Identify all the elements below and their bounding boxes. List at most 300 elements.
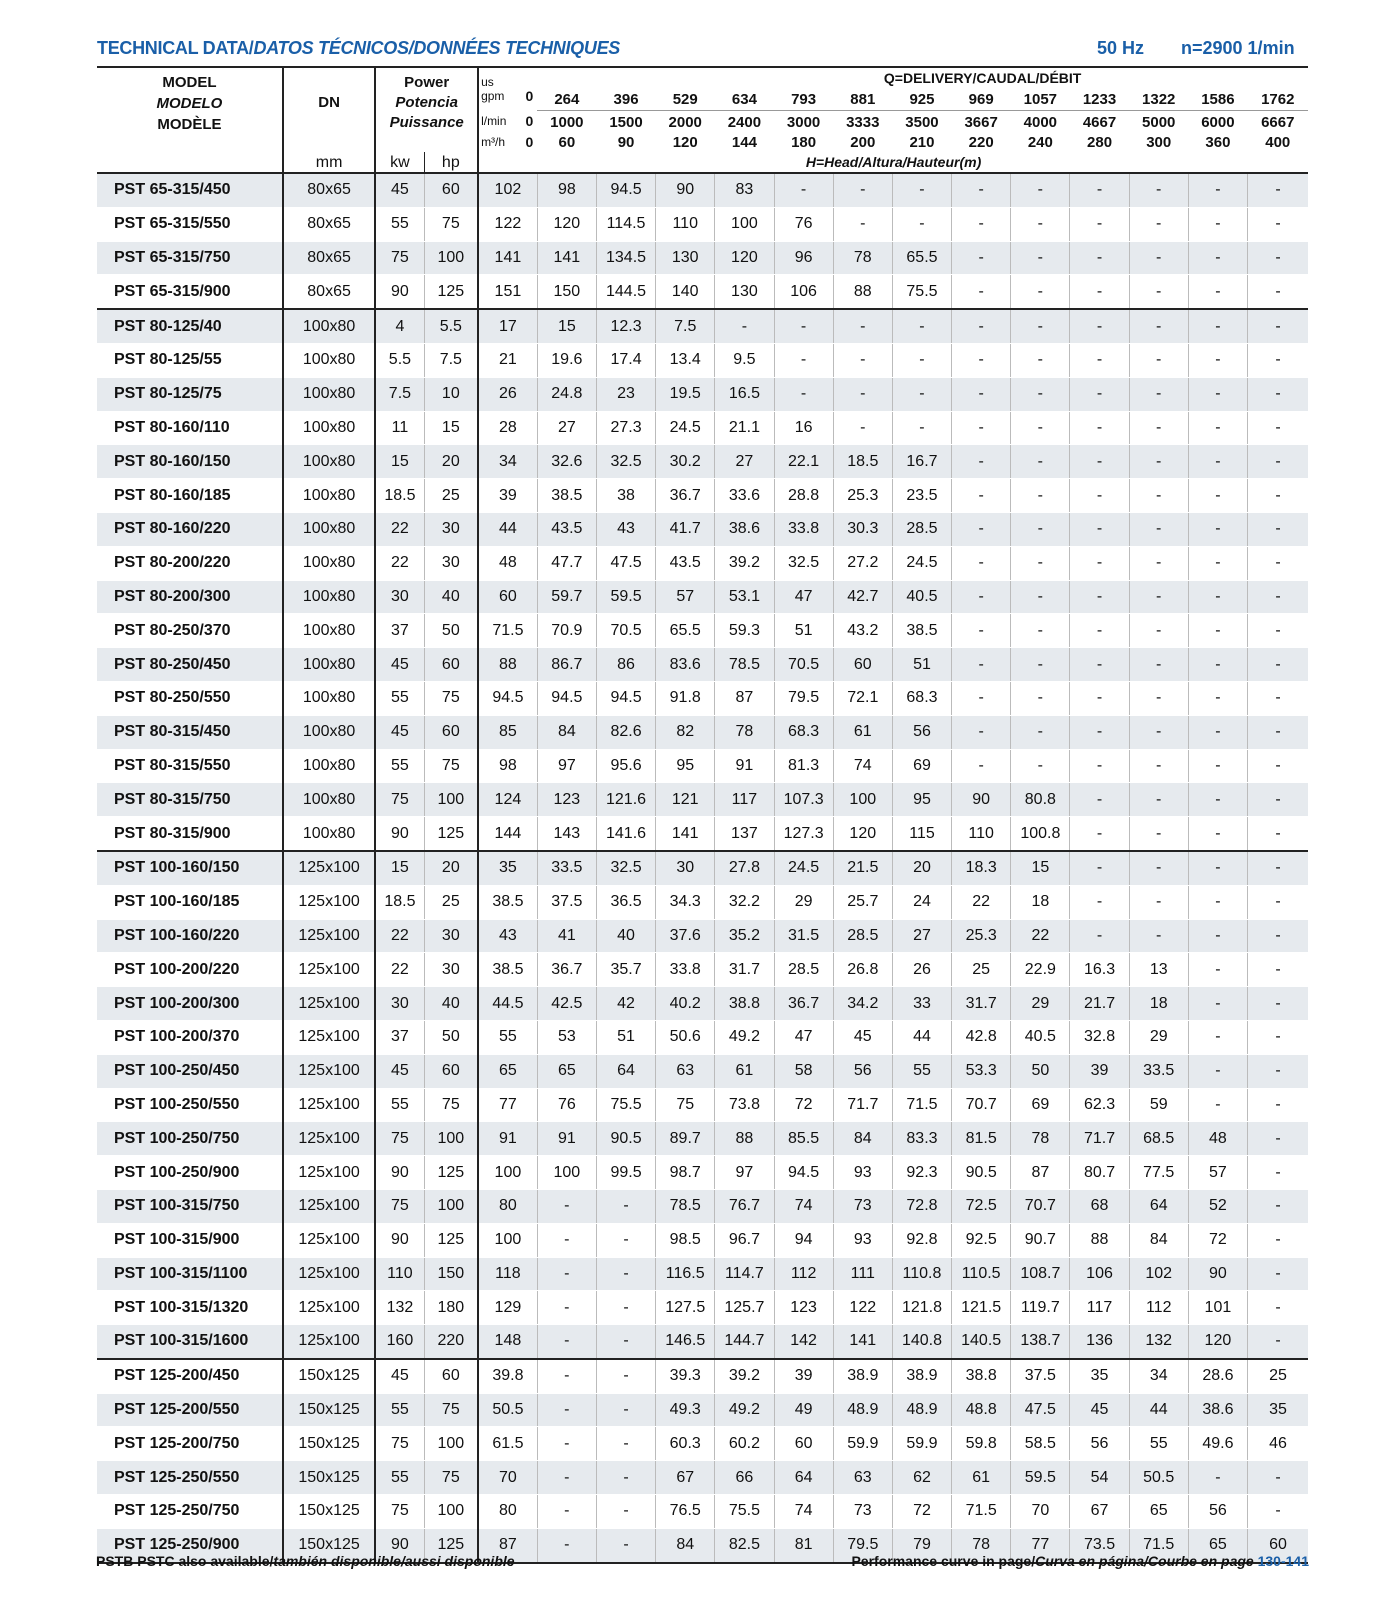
head-cell: - <box>537 1325 596 1359</box>
hp-cell: 75 <box>424 1393 478 1427</box>
head-cell: 48 <box>1188 1122 1247 1156</box>
kw-cell: 90 <box>375 275 424 309</box>
hp-cell: 75 <box>424 681 478 715</box>
lmin-value: 3000 <box>774 111 833 133</box>
head-cell: 26.8 <box>833 953 892 987</box>
head-cell: 73 <box>833 1495 892 1529</box>
gpm-value: 529 <box>672 91 698 109</box>
head-cell: - <box>1070 479 1129 513</box>
head-cell: 91 <box>715 749 774 783</box>
head-cell: 28.8 <box>774 479 833 513</box>
head-cell: 95 <box>892 783 951 817</box>
hp-cell: 180 <box>424 1291 478 1325</box>
kw-cell: 11 <box>375 411 424 445</box>
head-cell: 91 <box>537 1122 596 1156</box>
head-cell: - <box>1011 445 1070 479</box>
dn-cell: 100x80 <box>283 783 375 817</box>
table-row <box>97 173 1308 207</box>
table-row <box>97 445 1308 479</box>
head-cell: 52 <box>1188 1189 1247 1223</box>
head-cell: 112 <box>1129 1291 1188 1325</box>
kw-cell: 55 <box>375 749 424 783</box>
head-cell: 72.5 <box>952 1189 1011 1223</box>
head-cell: 100 <box>833 783 892 817</box>
head-cell: - <box>715 309 774 343</box>
head-cell: 73 <box>833 1189 892 1223</box>
head-cell: - <box>1011 173 1070 207</box>
dn-cell: 100x80 <box>283 309 375 343</box>
head-cell: - <box>1248 580 1309 614</box>
head-cell: 55 <box>1129 1427 1188 1461</box>
head-cell: - <box>1011 715 1070 749</box>
head-cell: 16.7 <box>892 445 951 479</box>
model-cell: PST 80-160/150 <box>97 445 283 479</box>
head-cell: - <box>1188 479 1247 513</box>
head-cell: - <box>1070 173 1129 207</box>
table-row <box>97 681 1308 715</box>
dn-cell: 100x80 <box>283 343 375 377</box>
head-cell: 38.9 <box>833 1359 892 1393</box>
dn-cell: 150x125 <box>283 1528 375 1562</box>
head-cell: - <box>1070 681 1129 715</box>
m3h-value: 144 <box>731 134 757 151</box>
head-cell: - <box>1248 445 1309 479</box>
head-cell: 33.8 <box>774 512 833 546</box>
head-cell: 38.6 <box>1188 1393 1247 1427</box>
head-cell: 32.6 <box>537 445 596 479</box>
head-cell: 47.7 <box>537 546 596 580</box>
kw-cell: 55 <box>375 1393 424 1427</box>
head-cell: 144 <box>478 817 537 851</box>
hp-cell: 30 <box>424 953 478 987</box>
head-cell: 31.5 <box>774 919 833 953</box>
head-cell: - <box>1070 749 1129 783</box>
table-row <box>97 749 1308 783</box>
head-cell: 122 <box>833 1291 892 1325</box>
dn-unit: mm <box>283 152 375 173</box>
head-cell: - <box>1188 715 1247 749</box>
m3h-value: 60 <box>558 134 576 151</box>
hp-cell: 125 <box>424 1156 478 1190</box>
head-cell: 94 <box>774 1223 833 1257</box>
dn-cell: 100x80 <box>283 817 375 851</box>
head-cell: 76 <box>537 1088 596 1122</box>
head-cell: 100 <box>537 1156 596 1190</box>
head-cell: 18 <box>1129 987 1188 1021</box>
kw-unit: kw <box>375 152 424 173</box>
head-cell: 51 <box>596 1020 655 1054</box>
head-cell: - <box>1070 207 1129 241</box>
units-row <box>97 152 1308 173</box>
head-cell: 143 <box>537 817 596 851</box>
head-cell: - <box>1248 1223 1309 1257</box>
head-cell: - <box>1188 241 1247 275</box>
head-cell: - <box>774 309 833 343</box>
dn-cell: 100x80 <box>283 445 375 479</box>
head-cell: 60 <box>478 580 537 614</box>
head-cell: - <box>952 648 1011 682</box>
head-cell: 90 <box>952 783 1011 817</box>
head-cell: 26 <box>478 377 537 411</box>
dn-cell: 100x80 <box>283 546 375 580</box>
kw-cell: 5.5 <box>375 343 424 377</box>
head-cell: 48 <box>478 546 537 580</box>
head-cell: 27.3 <box>596 411 655 445</box>
table-row <box>97 648 1308 682</box>
head-cell: 141.6 <box>596 817 655 851</box>
table-row <box>97 817 1308 851</box>
head-cell: 79.5 <box>833 1528 892 1562</box>
table-row <box>97 309 1308 343</box>
head-cell: - <box>596 1461 655 1495</box>
gpm-value: 793 <box>791 91 817 109</box>
head-cell: - <box>1248 512 1309 546</box>
dn-cell: 125x100 <box>283 1054 375 1088</box>
head-cell: 13 <box>1129 953 1188 987</box>
kw-cell: 55 <box>375 207 424 241</box>
head-cell: 25.3 <box>952 919 1011 953</box>
head-cell: 100 <box>715 207 774 241</box>
head-cell: 94.5 <box>478 681 537 715</box>
head-cell: - <box>1188 614 1247 648</box>
head-cell: 130 <box>715 275 774 309</box>
head-cell: 91.8 <box>656 681 715 715</box>
head-cell: 55 <box>478 1020 537 1054</box>
model-cell: PST 125-250/550 <box>97 1461 283 1495</box>
head-cell: - <box>1070 715 1129 749</box>
head-cell: 44 <box>1129 1393 1188 1427</box>
head-cell: - <box>596 1257 655 1291</box>
head-cell: - <box>1011 309 1070 343</box>
head-cell: 33.5 <box>1129 1054 1188 1088</box>
head-cell: 121.8 <box>892 1291 951 1325</box>
head-cell: 17.4 <box>596 343 655 377</box>
head-cell: 22.1 <box>774 445 833 479</box>
dn-cell: 125x100 <box>283 1291 375 1325</box>
model-cell: PST 80-200/300 <box>97 580 283 614</box>
head-cell: - <box>1129 648 1188 682</box>
head-cell: 24 <box>892 885 951 919</box>
head-cell: 50.6 <box>656 1020 715 1054</box>
head-cell: 78 <box>1011 1122 1070 1156</box>
hp-cell: 30 <box>424 512 478 546</box>
dn-cell: 100x80 <box>283 580 375 614</box>
kw-cell: 132 <box>375 1291 424 1325</box>
head-cell: 64 <box>596 1054 655 1088</box>
head-cell: 74 <box>774 1189 833 1223</box>
head-cell: 120 <box>833 817 892 851</box>
head-cell: 106 <box>774 275 833 309</box>
head-cell: 36.7 <box>656 479 715 513</box>
head-cell: - <box>1188 919 1247 953</box>
gpm-unit-header: us gpm 0 <box>481 75 534 105</box>
head-cell: 39 <box>1070 1054 1129 1088</box>
lmin-value: 5000 <box>1129 111 1188 133</box>
head-cell: 61 <box>833 715 892 749</box>
head-cell: 80 <box>478 1495 537 1529</box>
hp-cell: 100 <box>424 1495 478 1529</box>
head-cell: 102 <box>478 173 537 207</box>
head-cell: - <box>1248 275 1309 309</box>
head-cell: 38.5 <box>478 953 537 987</box>
head-cell: - <box>1129 715 1188 749</box>
lmin-value: 6000 <box>1188 111 1247 133</box>
model-cell: PST 100-250/450 <box>97 1054 283 1088</box>
model-cell: PST 100-160/185 <box>97 885 283 919</box>
hp-cell: 100 <box>424 241 478 275</box>
head-cell: 65 <box>1188 1528 1247 1562</box>
head-cell: - <box>1129 851 1188 885</box>
head-cell: 38.5 <box>892 614 951 648</box>
model-cell: PST 80-250/370 <box>97 614 283 648</box>
model-cell: PST 80-315/750 <box>97 783 283 817</box>
head-cell: - <box>1070 580 1129 614</box>
head-cell: - <box>596 1359 655 1393</box>
head-cell: 39.8 <box>478 1359 537 1393</box>
head-cell: 22 <box>1011 919 1070 953</box>
head-cell: 34 <box>478 445 537 479</box>
head-cell: 68.3 <box>892 681 951 715</box>
head-cell: 91 <box>478 1122 537 1156</box>
head-cell: - <box>596 1223 655 1257</box>
head-cell: 77 <box>478 1088 537 1122</box>
head-cell: - <box>1188 275 1247 309</box>
kw-cell: 55 <box>375 681 424 715</box>
model-cell: PST 80-250/450 <box>97 648 283 682</box>
head-cell: 19.5 <box>656 377 715 411</box>
head-cell: 87 <box>715 681 774 715</box>
kw-cell: 18.5 <box>375 885 424 919</box>
head-cell: 81 <box>774 1528 833 1562</box>
m3h-value: 300 <box>1146 134 1172 151</box>
model-cell: PST 80-160/110 <box>97 411 283 445</box>
lmin-value: 1500 <box>596 111 655 133</box>
head-cell: 76 <box>774 207 833 241</box>
head-cell: 24.5 <box>656 411 715 445</box>
head-cell: 119.7 <box>1011 1291 1070 1325</box>
head-cell: - <box>537 1461 596 1495</box>
head-cell: 73.8 <box>715 1088 774 1122</box>
head-cell: 88 <box>833 275 892 309</box>
table-row <box>97 919 1308 953</box>
speed-label: n=2900 1/min <box>1181 38 1295 58</box>
head-cell: - <box>952 580 1011 614</box>
head-cell: 127.5 <box>656 1291 715 1325</box>
table-row <box>97 614 1308 648</box>
m3h-value: 210 <box>909 134 935 151</box>
model-cell: PST 80-250/550 <box>97 681 283 715</box>
head-cell: 26 <box>892 953 951 987</box>
head-cell: - <box>833 343 892 377</box>
head-cell: 60.2 <box>715 1427 774 1461</box>
head-cell: 39.2 <box>715 546 774 580</box>
head-cell: 115 <box>892 817 951 851</box>
head-cell: - <box>1188 817 1247 851</box>
dn-cell: 80x65 <box>283 241 375 275</box>
head-cell: - <box>1188 309 1247 343</box>
head-cell: 144.5 <box>596 275 655 309</box>
head-cell: - <box>1188 987 1247 1021</box>
kw-cell: 55 <box>375 1461 424 1495</box>
head-cell: 90.7 <box>1011 1223 1070 1257</box>
head-cell: 92.8 <box>892 1223 951 1257</box>
gpm-value: 1233 <box>1082 91 1117 109</box>
head-cell: - <box>1129 749 1188 783</box>
head-cell: 29 <box>1011 987 1070 1021</box>
head-cell: 25.3 <box>833 479 892 513</box>
hp-cell: 125 <box>424 817 478 851</box>
kw-cell: 160 <box>375 1325 424 1359</box>
gpm-value: 634 <box>731 91 757 109</box>
m3h-value: 220 <box>968 134 994 151</box>
head-cell: - <box>1188 1020 1247 1054</box>
head-cell: 46 <box>1248 1427 1309 1461</box>
head-cell: 141 <box>656 817 715 851</box>
hp-cell: 220 <box>424 1325 478 1359</box>
head-cell: - <box>1070 445 1129 479</box>
head-cell: - <box>833 309 892 343</box>
table-row <box>97 377 1308 411</box>
head-cell: 142 <box>774 1325 833 1359</box>
table-row <box>97 1359 1308 1393</box>
model-cell: PST 125-200/550 <box>97 1393 283 1427</box>
head-cell: 86.7 <box>537 648 596 682</box>
head-cell: 59.5 <box>1011 1461 1070 1495</box>
kw-cell: 30 <box>375 987 424 1021</box>
head-cell: - <box>1248 885 1309 919</box>
dn-cell: 125x100 <box>283 987 375 1021</box>
model-cell: PST 65-315/900 <box>97 275 283 309</box>
head-cell: 140.8 <box>892 1325 951 1359</box>
head-cell: 124 <box>478 783 537 817</box>
head-cell: 99.5 <box>596 1156 655 1190</box>
head-cell: 44 <box>478 512 537 546</box>
table-row <box>97 1495 1308 1529</box>
head-cell: 68 <box>1070 1189 1129 1223</box>
head-cell: - <box>1011 681 1070 715</box>
model-cell: PST 80-315/900 <box>97 817 283 851</box>
head-cell: - <box>1248 1189 1309 1223</box>
dn-cell: 100x80 <box>283 411 375 445</box>
head-cell: - <box>1188 1461 1247 1495</box>
model-cell: PST 125-200/750 <box>97 1427 283 1461</box>
model-cell: PST 100-315/900 <box>97 1223 283 1257</box>
head-cell: 43.5 <box>537 512 596 546</box>
head-cell: - <box>892 343 951 377</box>
head-cell: 39 <box>478 479 537 513</box>
table-row <box>97 546 1308 580</box>
kw-cell: 90 <box>375 817 424 851</box>
head-cell: 65 <box>478 1054 537 1088</box>
table-row <box>97 1325 1308 1359</box>
head-cell: - <box>774 343 833 377</box>
dn-cell: 80x65 <box>283 173 375 207</box>
lmin-value: 3333 <box>833 111 892 133</box>
gpm-value: 881 <box>850 91 876 109</box>
head-cell: - <box>833 173 892 207</box>
head-cell: 20 <box>892 851 951 885</box>
head-cell: 78 <box>715 715 774 749</box>
head-cell: 51 <box>892 648 951 682</box>
head-cell: 94.5 <box>596 173 655 207</box>
head-cell: - <box>952 377 1011 411</box>
head-cell: 35.7 <box>596 953 655 987</box>
head-cell: 121.6 <box>596 783 655 817</box>
head-cell: 101 <box>1188 1291 1247 1325</box>
head-cell: 18.3 <box>952 851 1011 885</box>
lmin-unit-header: l/min 0 <box>481 113 534 130</box>
kw-cell: 45 <box>375 648 424 682</box>
head-cell: 90.5 <box>952 1156 1011 1190</box>
head-cell: - <box>1248 546 1309 580</box>
technical-data-table <box>97 66 1308 1564</box>
head-cell: - <box>537 1495 596 1529</box>
head-cell: - <box>1188 207 1247 241</box>
dn-cell: 125x100 <box>283 1257 375 1291</box>
head-cell: - <box>1011 749 1070 783</box>
head-cell: - <box>1188 411 1247 445</box>
head-cell: 141 <box>833 1325 892 1359</box>
head-cell: 24.8 <box>537 377 596 411</box>
head-cell: 98.7 <box>656 1156 715 1190</box>
head-cell: - <box>1188 580 1247 614</box>
gpm-value: 1322 <box>1142 91 1176 109</box>
head-cell: 80 <box>478 1189 537 1223</box>
head-cell: 25 <box>952 953 1011 987</box>
m3h-value: 280 <box>1087 134 1113 151</box>
head-cell: 47.5 <box>1011 1393 1070 1427</box>
head-cell: - <box>1188 512 1247 546</box>
head-cell: 7.5 <box>656 309 715 343</box>
head-cell: - <box>1248 173 1309 207</box>
head-cell: 58 <box>774 1054 833 1088</box>
head-cell: 78.5 <box>656 1189 715 1223</box>
head-cell: 27 <box>715 445 774 479</box>
head-cell: 88 <box>715 1122 774 1156</box>
kw-cell: 4 <box>375 309 424 343</box>
head-cell: 87 <box>1011 1156 1070 1190</box>
head-cell: 61 <box>952 1461 1011 1495</box>
head-cell: - <box>1248 817 1309 851</box>
head-cell: 79 <box>892 1528 951 1562</box>
head-cell: - <box>952 343 1011 377</box>
head-cell: 77.5 <box>1129 1156 1188 1190</box>
head-cell: - <box>1248 1156 1309 1190</box>
lmin-value: 2000 <box>656 111 715 133</box>
head-cell: - <box>1188 851 1247 885</box>
model-cell: PST 100-200/370 <box>97 1020 283 1054</box>
hp-cell: 50 <box>424 614 478 648</box>
head-cell: 27.8 <box>715 851 774 885</box>
head-cell: 85.5 <box>774 1122 833 1156</box>
head-cell: 76.5 <box>656 1495 715 1529</box>
head-cell: 24.5 <box>892 546 951 580</box>
head-cell: 48.9 <box>833 1393 892 1427</box>
head-cell: - <box>1188 648 1247 682</box>
head-cell: 39 <box>774 1359 833 1393</box>
head-cell: - <box>1011 275 1070 309</box>
head-cell: 37.5 <box>1011 1359 1070 1393</box>
dn-cell: 125x100 <box>283 1325 375 1359</box>
head-cell: 30.3 <box>833 512 892 546</box>
head-cell: - <box>596 1528 655 1562</box>
table-row <box>97 512 1308 546</box>
head-cell: 67 <box>656 1461 715 1495</box>
head-cell: - <box>1011 241 1070 275</box>
head-cell: 84 <box>537 715 596 749</box>
dn-cell: 150x125 <box>283 1427 375 1461</box>
table-row <box>97 1156 1308 1190</box>
